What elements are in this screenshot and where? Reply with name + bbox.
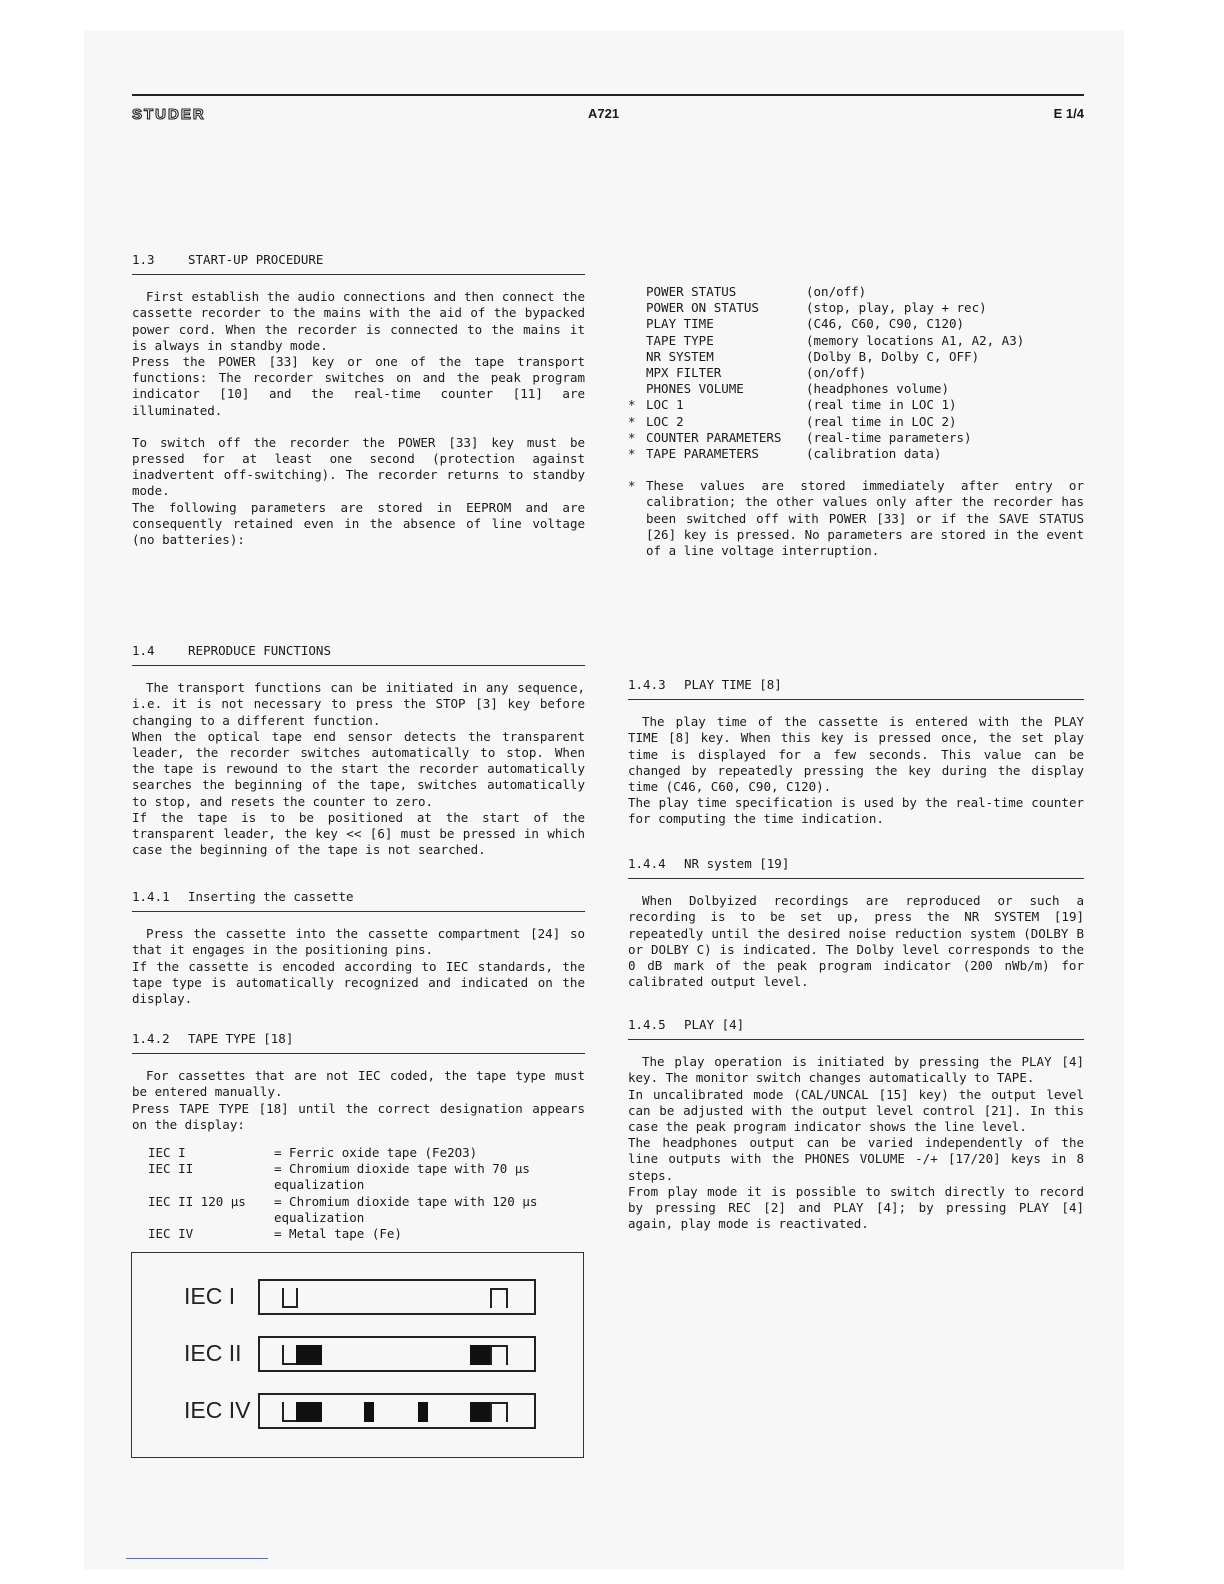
asterisk [628,284,646,300]
asterisk [628,300,646,316]
section-heading [628,856,1084,879]
parameter-value: (real time in LOC 2) [806,413,957,429]
tape-type-value: = Metal tape (Fe) [274,1226,402,1242]
notch-right [490,1402,508,1422]
section-title: PLAY TIME [8] [684,677,782,692]
paragraph: First establish the audio connections and then connect the cassette recorder to the mains with the aid of the bypacked power cord. When the recorder is connected to the mains it is always in standby mode. [132,289,585,353]
paragraph: The play time specification is used by the real-time counter for computing the time indication. [628,795,1084,827]
parameter-row [628,430,1084,446]
section-title: PLAY [4] [684,1017,745,1032]
parameter-value: (real time in LOC 1) [806,397,957,413]
section-title: START-UP PROCEDURE [188,252,324,267]
hole-right [470,1345,492,1365]
parameter-value: (on/off) [806,284,867,299]
parameter-list [628,284,1084,559]
paragraph: The headphones output can be varied independently of the line outputs with the PHONES VOLUME -/+ [17/20] keys in 8 steps. [628,1135,1084,1183]
paragraph: Press TAPE TYPE [18] until the correct designation appears on the display: [132,1100,585,1132]
section-1-3 [132,252,585,548]
asterisk [628,365,646,381]
section-heading [628,677,1084,700]
asterisk: * [628,397,636,413]
cassette-coding-diagram [131,1252,584,1458]
parameter-name: NR SYSTEM [646,348,714,364]
parameter-value: (stop, play, play + rec) [806,300,987,316]
parameter-row [628,397,1084,413]
paragraph: Press the POWER [33] key or one of the tape transport functions: The recorder switches on and the peak program indicator [10] and the real-time counter [11] are illuminated. [132,354,585,418]
diagram-row-iec-ii [132,1336,583,1376]
section-1-4 [132,643,585,858]
section-heading [628,1017,1084,1040]
header-rule [132,94,1084,96]
section-number: 1.4.2 [132,1031,170,1046]
section-1-4-2 [132,1031,585,1242]
section-title: Inserting the cassette [188,889,354,904]
section-heading [132,252,585,275]
page-number: E 1/4 [1053,106,1084,121]
tape-type-row [148,1226,585,1242]
notch-right [490,1345,508,1365]
parameter-row [628,414,1084,430]
parameter-row [628,349,1084,365]
diagram-label: IEC II [184,1340,242,1366]
parameter-value: (real-time parameters) [806,429,972,445]
diagram-label: IEC IV [184,1397,251,1423]
paragraph: The play time of the cassette is entered with the PLAY TIME [8] key. When this key is pressed once, the set play time is displayed for a few seconds. This value can be changed by repeatedly pressing the key during the display time (C46, C60, C90, C120). [628,714,1084,795]
section-1-4-4 [628,856,1084,990]
hole-middle-1 [364,1402,374,1422]
paragraph: When Dolbyized recordings are reproduced or such a recording is to be set up, press the NR SYSTEM [19] repeatedly until the desired noise reduction system (DOLBY B or DOLBY C) is indicated. The Dolby level corresponds to the 0 dB mark of the peak program indicator (200 nWb/m) for calibrated output level. [628,893,1084,990]
parameter-row [628,365,1084,381]
asterisk: * [628,478,636,494]
tape-type-row [148,1194,585,1226]
notch-right [490,1288,508,1308]
hole-left [296,1345,322,1365]
tape-type-key: IEC IV [148,1226,194,1242]
asterisk: * [628,413,636,429]
hole-right [470,1402,492,1422]
diagram-label: IEC I [184,1283,236,1309]
hole-middle-2 [418,1402,428,1422]
note-text: These values are stored immediately after entry or calibration; the other values only after the recorder has been switched off with POWER [33] or if the SAVE STATUS [26] key is pressed. No parameters are stored in the event of a line voltage interruption. [646,478,1084,559]
parameter-value: (Dolby B, Dolby C, OFF) [806,348,980,364]
diagram-row-iec-iv [132,1393,583,1433]
paragraph: From play mode it is possible to switch directly to record by pressing REC [2] and PLAY [4]; by pressing PLAY [4] again, play mode is reactivated. [628,1183,1084,1232]
parameter-value: (memory locations A1, A2, A3) [806,332,1025,348]
tape-type-key: IEC II 120 µs [148,1193,246,1209]
paragraph: If the cassette is encoded according to IEC standards, the tape type is automatically recognized and indicated on the display. [132,958,585,1007]
cassette-edge-outline [258,1279,536,1315]
asterisk: * [628,429,636,445]
paragraph: The transport functions can be initiated in any sequence, i.e. it is not necessary to press the STOP [3] key before changing to a different function. [132,680,585,728]
parameter-value: (C46, C60, C90, C120) [806,316,965,332]
hole-left [296,1402,322,1422]
section-heading [132,1031,585,1054]
tape-type-list [132,1145,585,1242]
model-number: A721 [588,106,620,121]
asterisk [628,316,646,332]
paragraph: When the optical tape end sensor detects the transparent leader, the recorder switches automatically to stop. When the tape is rewound to the start the recorder automatically searches the beginning of the tape, switches automatically to stop, and resets the counter to zero. [132,728,585,809]
paragraph: Press the cassette into the cassette compartment [24] so that it engages in the positioning pins. [132,926,585,958]
tape-type-row [148,1145,585,1161]
section-title: REPRODUCE FUNCTIONS [188,643,331,658]
parameter-name: TAPE PARAMETERS [646,446,759,462]
section-number: 1.4.3 [628,677,666,692]
section-1-4-3 [628,677,1084,828]
parameter-row [628,446,1084,462]
paragraph: In uncalibrated mode (CAL/UNCAL [15] key) the output level can be adjusted with the output level control [21]. In this case the peak program indicator shows the line level. [628,1086,1084,1135]
section-number: 1.4.5 [628,1017,666,1032]
parameter-note [628,478,1084,559]
parameter-row [628,284,1084,300]
parameter-value: (on/off) [806,365,867,381]
paragraph: For cassettes that are not IEC coded, the tape type must be entered manually. [132,1068,585,1100]
parameter-name: COUNTER PARAMETERS [646,429,782,445]
parameter-name: PLAY TIME [646,316,714,332]
paragraph: The following parameters are stored in EEPROM and are consequently retained even in the absence of line voltage (no batteries): [132,499,585,548]
parameter-name: LOC 2 [646,413,684,429]
parameter-name: MPX FILTER [646,365,722,381]
asterisk [628,333,646,349]
section-number: 1.4.1 [132,889,170,904]
notch-left [282,1288,298,1308]
tape-type-value: = Chromium dioxide tape with 70 µs equalization [274,1161,530,1193]
section-number: 1.4.4 [628,856,666,871]
tape-type-row [148,1161,585,1193]
paragraph: The play operation is initiated by pressing the PLAY [4] key. The monitor switch changes automatically to TAPE. [628,1054,1084,1086]
tape-type-value: = Ferric oxide tape (Fe2O3) [274,1145,478,1161]
parameter-name: POWER ON STATUS [646,300,759,316]
parameter-row [628,381,1084,397]
parameter-name: TAPE TYPE [646,332,714,348]
diagram-row-iec-i [132,1279,583,1319]
parameter-row [628,300,1084,316]
cassette-edge-outline [258,1393,536,1429]
section-heading [132,643,585,666]
paragraph: If the tape is to be positioned at the start of the transparent leader, the key << [6] must be pressed in which case the beginning of the tape is not searched. [132,809,585,858]
section-title: TAPE TYPE [18] [188,1031,294,1046]
cassette-edge-outline [258,1336,536,1372]
asterisk [628,381,646,397]
parameter-name: LOC 1 [646,397,684,413]
parameter-name: POWER STATUS [646,284,737,299]
paragraph: To switch off the recorder the POWER [33] key must be pressed for at least one second (protection against inadvertent off-switching). The recorder returns to standby mode. [132,434,585,499]
tape-type-key: IEC I [148,1145,186,1161]
parameter-value: (headphones volume) [806,381,949,397]
brand-logo: STUDER [132,106,206,123]
section-1-4-1 [132,889,585,1007]
section-1-4-5 [628,1017,1084,1232]
section-number: 1.4 [132,643,155,658]
section-title: NR system [19] [684,856,790,871]
section-heading [132,889,585,912]
footer-link-line [126,1558,268,1559]
section-number: 1.3 [132,252,155,267]
parameter-value: (calibration data) [806,446,942,462]
asterisk [628,349,646,365]
parameter-name: PHONES VOLUME [646,381,744,397]
tape-type-key: IEC II [148,1161,194,1177]
parameter-row [628,316,1084,332]
parameter-row [628,333,1084,349]
asterisk: * [628,446,636,462]
tape-type-value: = Chromium dioxide tape with 120 µs equalization [274,1193,538,1225]
